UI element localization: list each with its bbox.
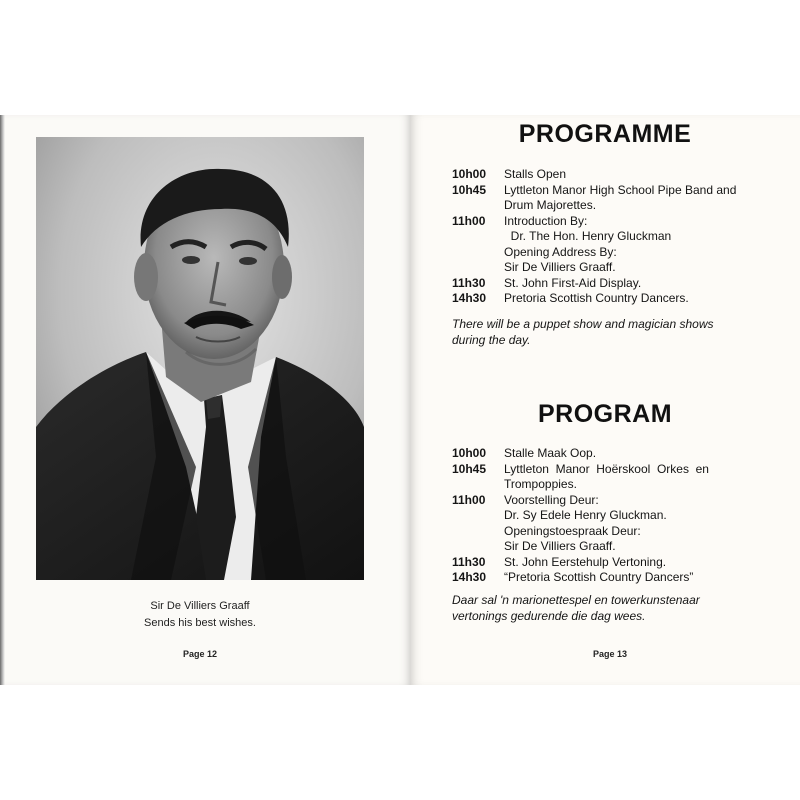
item-description bbox=[504, 493, 792, 555]
programme-item bbox=[452, 291, 792, 307]
item-line: Dr. Sy Edele Henry Gluckman. bbox=[504, 508, 667, 522]
programme-list-afrikaans bbox=[452, 446, 792, 586]
programme-item bbox=[452, 462, 792, 493]
item-description bbox=[504, 214, 792, 276]
programme-item bbox=[452, 555, 792, 571]
portrait-image bbox=[36, 137, 364, 580]
note-line: during the day. bbox=[452, 332, 531, 347]
note-line: Daar sal 'n marionettespel en towerkunstenaar bbox=[452, 593, 700, 607]
item-time: 14h30 bbox=[452, 570, 487, 584]
item-line: St. John Eerstehulp Vertoning. bbox=[504, 554, 667, 569]
item-time: 11h00 bbox=[452, 213, 486, 228]
item-description bbox=[504, 167, 792, 183]
programme-item bbox=[452, 446, 792, 462]
programme-note-afrikaans bbox=[452, 593, 787, 624]
item-time: 11h00 bbox=[452, 492, 486, 507]
item-description bbox=[504, 570, 792, 586]
item-time: 11h30 bbox=[452, 275, 486, 290]
heading-program: PROGRAM bbox=[537, 400, 673, 428]
programme-item bbox=[452, 276, 792, 292]
item-time: 10h45 bbox=[452, 461, 487, 476]
item-time: 10h00 bbox=[452, 446, 487, 460]
programme-note-english bbox=[452, 317, 787, 348]
item-line: Sir De Villiers Graaff. bbox=[504, 260, 616, 274]
item-line: Drum Majorettes. bbox=[504, 198, 597, 212]
caption-message: Sends his best wishes. bbox=[144, 617, 256, 629]
caption-name: Sir De Villiers Graaff bbox=[150, 600, 250, 612]
page-number-left: Page 12 bbox=[182, 649, 218, 659]
item-line: St. John First-Aid Display. bbox=[504, 275, 642, 290]
item-line: Trompoppies. bbox=[504, 477, 577, 491]
booklet-spread bbox=[0, 115, 800, 685]
item-line: Stalle Maak Oop. bbox=[504, 446, 597, 460]
page-number-right: Page 13 bbox=[592, 649, 628, 659]
item-time: 11h30 bbox=[452, 554, 486, 569]
item-line: Dr. The Hon. Henry Gluckman bbox=[504, 229, 672, 243]
item-description bbox=[504, 446, 792, 462]
note-line: There will be a puppet show and magician shows bbox=[452, 317, 714, 331]
portrait-photo bbox=[36, 137, 364, 580]
item-time: 10h00 bbox=[452, 167, 487, 181]
programme-item bbox=[452, 570, 792, 586]
programme-item bbox=[452, 183, 792, 214]
programme-item bbox=[452, 214, 792, 276]
item-description bbox=[504, 183, 792, 214]
item-description bbox=[504, 555, 792, 571]
programme-list-english bbox=[452, 167, 792, 307]
item-line: Pretoria Scottish Country Dancers. bbox=[504, 291, 689, 305]
heading-programme: PROGRAMME bbox=[518, 120, 692, 148]
note-line: vertonings gedurende die dag wees. bbox=[452, 608, 646, 623]
item-line: Voorstelling Deur: bbox=[504, 492, 599, 507]
programme-item bbox=[452, 167, 792, 183]
item-description bbox=[504, 462, 792, 493]
item-description bbox=[504, 276, 792, 292]
programme-item bbox=[452, 493, 792, 555]
item-line: Sir De Villiers Graaff. bbox=[504, 539, 616, 553]
item-line: “Pretoria Scottish Country Dancers” bbox=[504, 570, 694, 584]
item-line: Lyttleton Manor Hoërskool Orkes en bbox=[504, 461, 709, 476]
item-description bbox=[504, 291, 792, 307]
item-line: Lyttleton Manor High School Pipe Band and bbox=[504, 182, 737, 197]
item-line: Stalls Open bbox=[504, 167, 567, 181]
item-line: Introduction By: bbox=[504, 213, 588, 228]
item-line: Openingstoespraak Deur: bbox=[504, 523, 641, 538]
photo-caption bbox=[0, 598, 400, 632]
page-left bbox=[0, 115, 410, 685]
item-time: 10h45 bbox=[452, 182, 487, 197]
item-line: Opening Address By: bbox=[504, 244, 617, 259]
page-right bbox=[410, 115, 800, 685]
item-time: 14h30 bbox=[452, 291, 487, 305]
